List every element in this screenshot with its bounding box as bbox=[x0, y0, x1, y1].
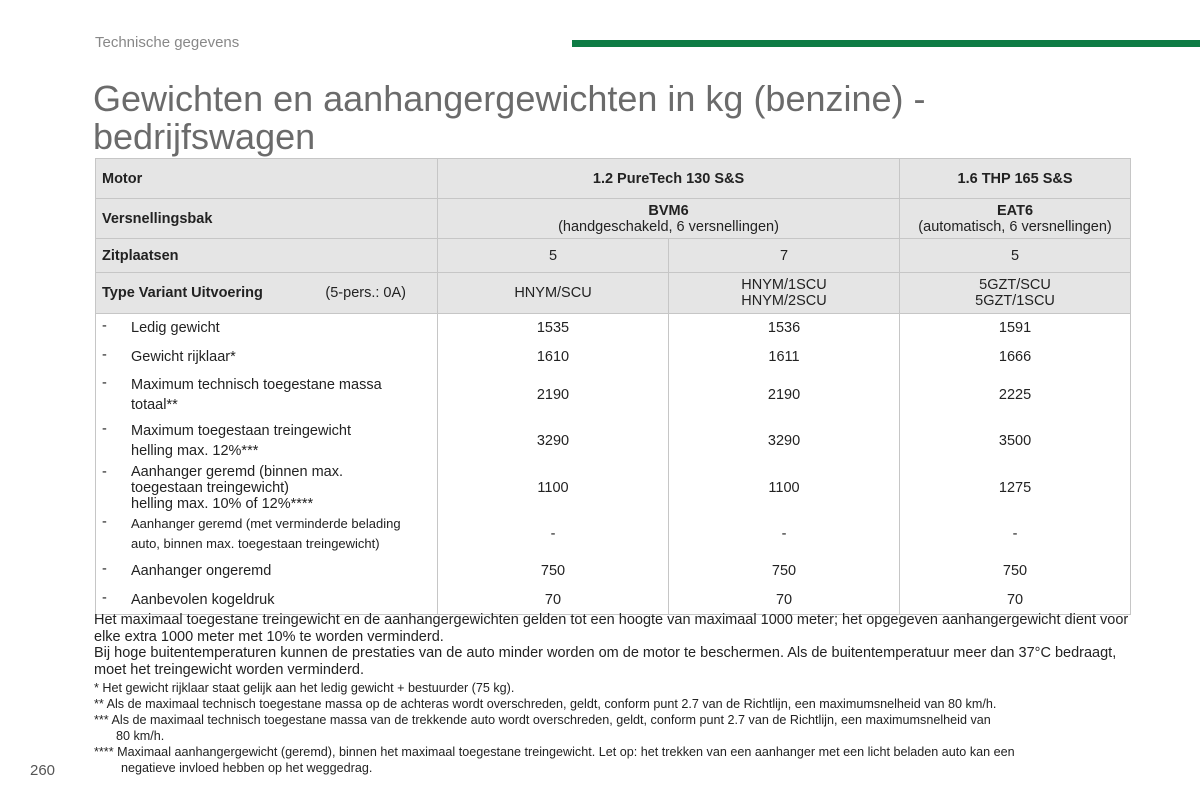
type-value-2-line-2: HNYM/2SCU bbox=[741, 293, 827, 309]
row-value: 750 bbox=[438, 557, 669, 586]
type-value-3-line-2: 5GZT/1SCU bbox=[975, 293, 1055, 309]
type-label: Type Variant Uitvoering bbox=[102, 285, 263, 301]
seats-row bbox=[96, 239, 1131, 273]
row-label-text: totaal** bbox=[131, 396, 178, 413]
type-sub-label: (5-pers.: 0A) bbox=[325, 285, 406, 301]
row-label bbox=[96, 372, 438, 418]
table-row bbox=[96, 586, 1131, 615]
row-value: 1611 bbox=[669, 343, 900, 372]
footnote-continuation: 80 km/h. bbox=[116, 729, 165, 743]
footnote: **** Maximaal aanhangergewicht (geremd), binnen het maximaal toegestane treingewicht. Let op: het trekken van een aanhanger met een licht beladen auto kan een bbox=[94, 745, 1015, 759]
row-value: 1666 bbox=[900, 343, 1131, 372]
row-value: 1100 bbox=[438, 464, 669, 512]
row-value: 2225 bbox=[900, 372, 1131, 418]
table-row bbox=[96, 314, 1131, 343]
row-value: 70 bbox=[438, 586, 669, 615]
row-label-text: helling max. 12%*** bbox=[131, 442, 259, 459]
row-label bbox=[96, 343, 438, 372]
page-number: 260 bbox=[30, 762, 56, 779]
gearbox-row bbox=[96, 199, 1131, 239]
row-value: 3290 bbox=[669, 418, 900, 464]
row-value: 70 bbox=[900, 586, 1131, 615]
table-row bbox=[96, 372, 1131, 418]
row-label-text: Aanbevolen kogeldruk bbox=[131, 591, 275, 608]
row-value: 3500 bbox=[900, 418, 1131, 464]
row-label-text: Maximum technisch toegestane massa bbox=[131, 376, 382, 393]
row-label-text: toegestaan treingewicht) bbox=[131, 479, 289, 496]
gearbox-1-sub: (handgeschakeld, 6 versnellingen) bbox=[558, 218, 779, 235]
gearbox-2-cell bbox=[900, 199, 1131, 239]
footnote: * Het gewicht rijklaar staat gelijk aan het ledig gewicht + bestuurder (75 kg). bbox=[94, 681, 515, 695]
engine-1: 1.2 PureTech 130 S&S bbox=[438, 159, 900, 199]
type-value-1: HNYM/SCU bbox=[438, 273, 669, 314]
header-accent-bar bbox=[572, 40, 1200, 47]
gearbox-2: EAT6 bbox=[997, 202, 1034, 219]
row-value: 2190 bbox=[669, 372, 900, 418]
row-label bbox=[96, 557, 438, 586]
seats-value: 5 bbox=[900, 239, 1131, 273]
note-paragraph: Bij hoge buitentemperaturen kunnen de prestaties van de auto minder worden om de motor te beschermen. Als de buitentemperatuur meer dan 37°C bedraagt, moet het treingewicht worden verminderd. bbox=[94, 645, 1117, 678]
row-value: 1610 bbox=[438, 343, 669, 372]
type-row bbox=[96, 273, 1131, 314]
type-label-cell bbox=[96, 273, 438, 314]
type-value-2-line-1: HNYM/1SCU bbox=[741, 277, 827, 293]
row-dash: - bbox=[102, 561, 107, 577]
row-dash: - bbox=[102, 318, 107, 335]
table-row bbox=[96, 557, 1131, 586]
table-row bbox=[96, 418, 1131, 464]
footnotes bbox=[94, 680, 1139, 776]
row-label bbox=[96, 586, 438, 615]
page-title-line-2: bedrijfswagen bbox=[93, 116, 316, 157]
seats-value: 5 bbox=[438, 239, 669, 273]
gearbox-2-sub: (automatisch, 6 versnellingen) bbox=[918, 218, 1112, 235]
row-label bbox=[96, 464, 438, 512]
table-row bbox=[96, 512, 1131, 557]
footnote: *** Als de maximaal technisch toegestane massa van de trekkende auto wordt overschreden, geldt, conform punt 2.7 van de Richtlijn, een maximumsnelheid van bbox=[94, 713, 991, 727]
row-label-text: Ledig gewicht bbox=[131, 320, 220, 337]
gearbox-label: Versnellingsbak bbox=[96, 199, 438, 239]
row-dash: - bbox=[102, 463, 107, 480]
type-value-3-line-1: 5GZT/SCU bbox=[979, 277, 1051, 293]
row-value: 1591 bbox=[900, 314, 1131, 343]
row-label-text: auto, binnen max. toegestaan treingewicht) bbox=[131, 536, 380, 551]
row-label bbox=[96, 314, 438, 343]
notes bbox=[94, 612, 1134, 678]
row-value: 750 bbox=[669, 557, 900, 586]
motor-label: Motor bbox=[96, 159, 438, 199]
engine-2: 1.6 THP 165 S&S bbox=[900, 159, 1131, 199]
row-dash: - bbox=[102, 347, 107, 363]
type-value-3 bbox=[900, 273, 1131, 314]
footnote-continuation: negatieve invloed hebben op het weggedrag. bbox=[121, 761, 373, 775]
seats-label: Zitplaatsen bbox=[96, 239, 438, 273]
row-value: 1535 bbox=[438, 314, 669, 343]
row-dash: - bbox=[102, 420, 107, 437]
row-value: 70 bbox=[669, 586, 900, 615]
row-dash: - bbox=[102, 374, 107, 391]
row-label-text: Gewicht rijklaar* bbox=[131, 349, 236, 365]
row-value: 750 bbox=[900, 557, 1131, 586]
row-value: 1100 bbox=[669, 464, 900, 512]
row-dash: - bbox=[102, 589, 107, 606]
row-value: - bbox=[669, 512, 900, 557]
seats-value: 7 bbox=[669, 239, 900, 273]
weights-table bbox=[95, 158, 1131, 615]
footnote: ** Als de maximaal technisch toegestane massa op de achteras wordt overschreden, geldt, conform punt 2.7 van de Richtlijn, een maximumsnelheid van 80 km/h. bbox=[94, 697, 997, 711]
row-label bbox=[96, 512, 438, 557]
row-value: 3290 bbox=[438, 418, 669, 464]
row-dash: - bbox=[102, 514, 107, 530]
row-label-text: Maximum toegestaan treingewicht bbox=[131, 422, 352, 439]
row-label-text: Aanhanger ongeremd bbox=[131, 563, 272, 579]
row-label-text: Aanhanger geremd (met verminderde belading bbox=[131, 516, 401, 531]
note-paragraph: Het maximaal toegestane treingewicht en de aanhangergewichten gelden tot een hoogte van maximaal 1000 meter; het opgegeven aanhangergewicht dient voor elke extra 1000 meter met 10% te worden verminderd. bbox=[94, 612, 1129, 645]
section-label: Technische gegevens bbox=[95, 34, 240, 51]
row-value: 1275 bbox=[900, 464, 1131, 512]
type-value-2 bbox=[669, 273, 900, 314]
table-row bbox=[96, 464, 1131, 512]
row-value: - bbox=[438, 512, 669, 557]
row-value: 1536 bbox=[669, 314, 900, 343]
gearbox-1: BVM6 bbox=[648, 202, 689, 219]
page-title bbox=[93, 80, 926, 156]
gearbox-1-cell bbox=[438, 199, 900, 239]
row-label bbox=[96, 418, 438, 464]
row-value: 2190 bbox=[438, 372, 669, 418]
row-label-text: helling max. 10% of 12%**** bbox=[131, 495, 314, 512]
page-title-line-1: Gewichten en aanhangergewichten in kg (benzine) - bbox=[93, 78, 926, 119]
row-label-text: Aanhanger geremd (binnen max. bbox=[131, 463, 343, 480]
motor-row bbox=[96, 159, 1131, 199]
row-value: - bbox=[900, 512, 1131, 557]
table-row bbox=[96, 343, 1131, 372]
